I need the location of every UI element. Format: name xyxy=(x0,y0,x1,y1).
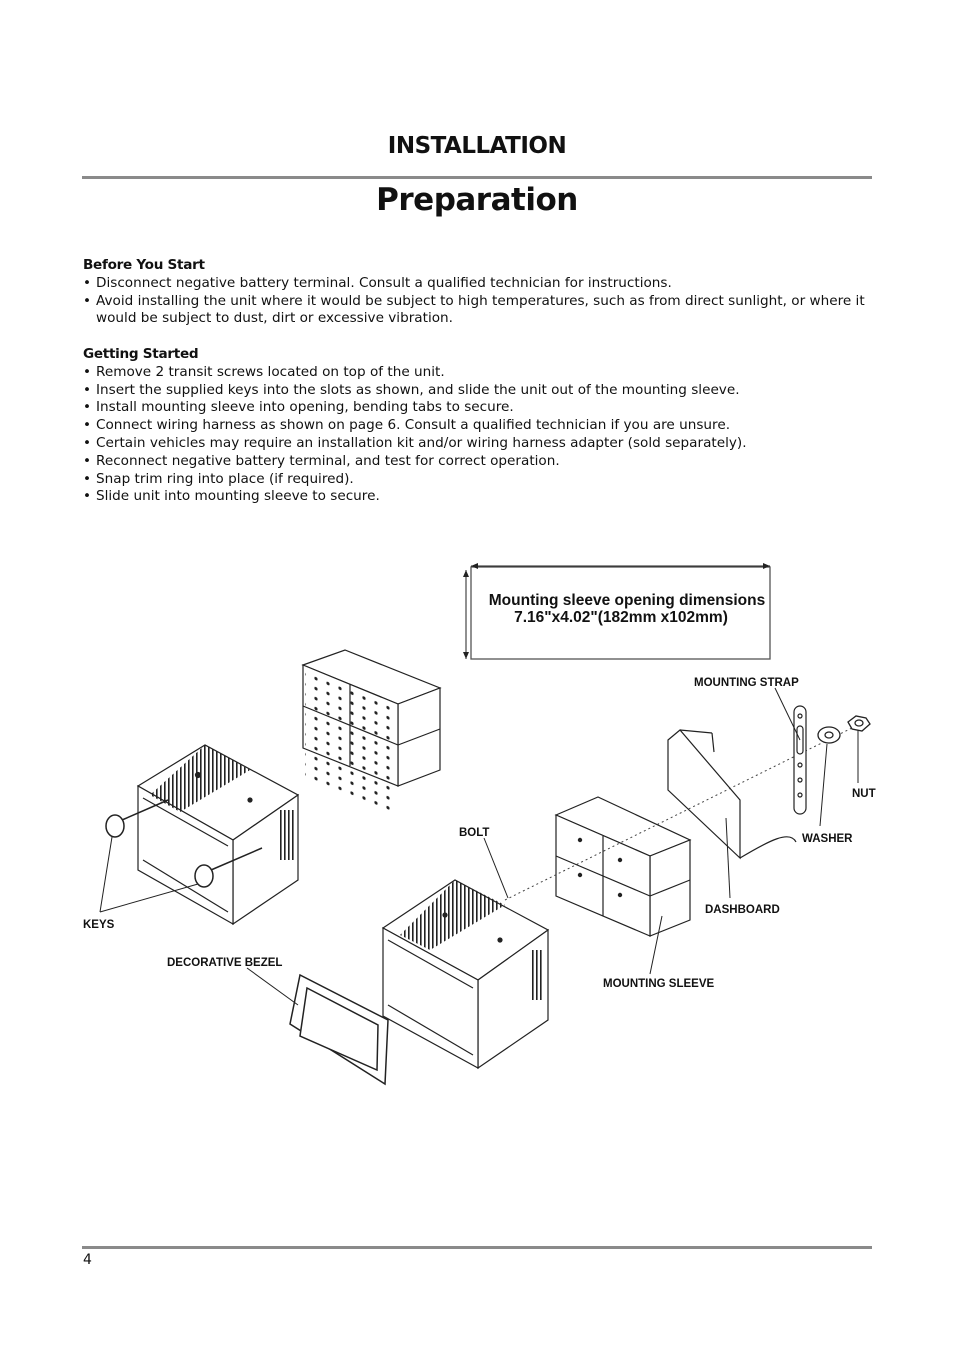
list-item: • Slide unit into mounting sleeve to secure. xyxy=(83,488,873,506)
label-washer: WASHER xyxy=(802,833,853,845)
before-you-start-section xyxy=(83,257,873,328)
dimensions-text-line2: 7.16"x4.02"(182mm x102mm) xyxy=(514,609,728,626)
list-item: • Disconnect negative battery terminal. Consult a qualified technician for instructions. xyxy=(83,275,873,293)
mounting-strap xyxy=(794,706,806,814)
list-item: • Install mounting sleeve into opening, bending tabs to secure. xyxy=(83,399,873,417)
header-rule xyxy=(82,176,872,179)
lower-mounting-sleeve xyxy=(556,797,690,936)
label-mounting-strap: MOUNTING STRAP xyxy=(694,677,799,689)
page-number: 4 xyxy=(83,1252,92,1268)
label-bolt: BOLT xyxy=(459,827,490,839)
footer-rule xyxy=(82,1246,872,1249)
center-head-unit xyxy=(383,880,548,1068)
label-mounting-sleeve: MOUNTING SLEEVE xyxy=(603,978,715,990)
list-item: • Snap trim ring into place (if required). xyxy=(83,471,873,489)
list-item: • Certain vehicles may require an installation kit and/or wiring harness adapter (sold separately). xyxy=(83,435,873,453)
list-item: • Connect wiring harness as shown on page 6. Consult a qualified technician if you are unsure. xyxy=(83,417,873,435)
page-title: Preparation xyxy=(376,182,578,218)
label-nut: NUT xyxy=(852,788,876,800)
upper-mounting-sleeve xyxy=(303,650,440,817)
label-keys: KEYS xyxy=(83,919,115,931)
decorative-bezel xyxy=(290,975,388,1084)
section-title: INSTALLATION xyxy=(387,133,567,159)
list-item: • Avoid installing the unit where it would be subject to high temperatures, such as from direct sunlight, or where it would be subject to dust, dirt or excessive vibration. xyxy=(83,293,873,329)
installation-diagram xyxy=(0,520,954,1120)
getting-started-heading: Getting Started xyxy=(83,346,199,362)
head-unit-with-keys xyxy=(138,745,298,924)
washer xyxy=(818,727,840,743)
before-you-start-list xyxy=(83,275,873,328)
getting-started-list xyxy=(83,364,873,506)
dimensions-text-line1: Mounting sleeve opening dimensions xyxy=(488,592,766,609)
getting-started-section xyxy=(83,346,873,506)
label-dashboard: DASHBOARD xyxy=(705,904,780,916)
dimension-box xyxy=(463,563,770,659)
label-decorative-bezel: DECORATIVE BEZEL xyxy=(167,957,283,969)
nut xyxy=(848,716,870,731)
list-item: • Remove 2 transit screws located on top of the unit. xyxy=(83,364,873,382)
before-you-start-heading: Before You Start xyxy=(83,257,205,273)
list-item: • Reconnect negative battery terminal, and test for correct operation. xyxy=(83,453,873,471)
list-item: • Insert the supplied keys into the slots as shown, and slide the unit out of the mounting sleeve. xyxy=(83,382,873,400)
